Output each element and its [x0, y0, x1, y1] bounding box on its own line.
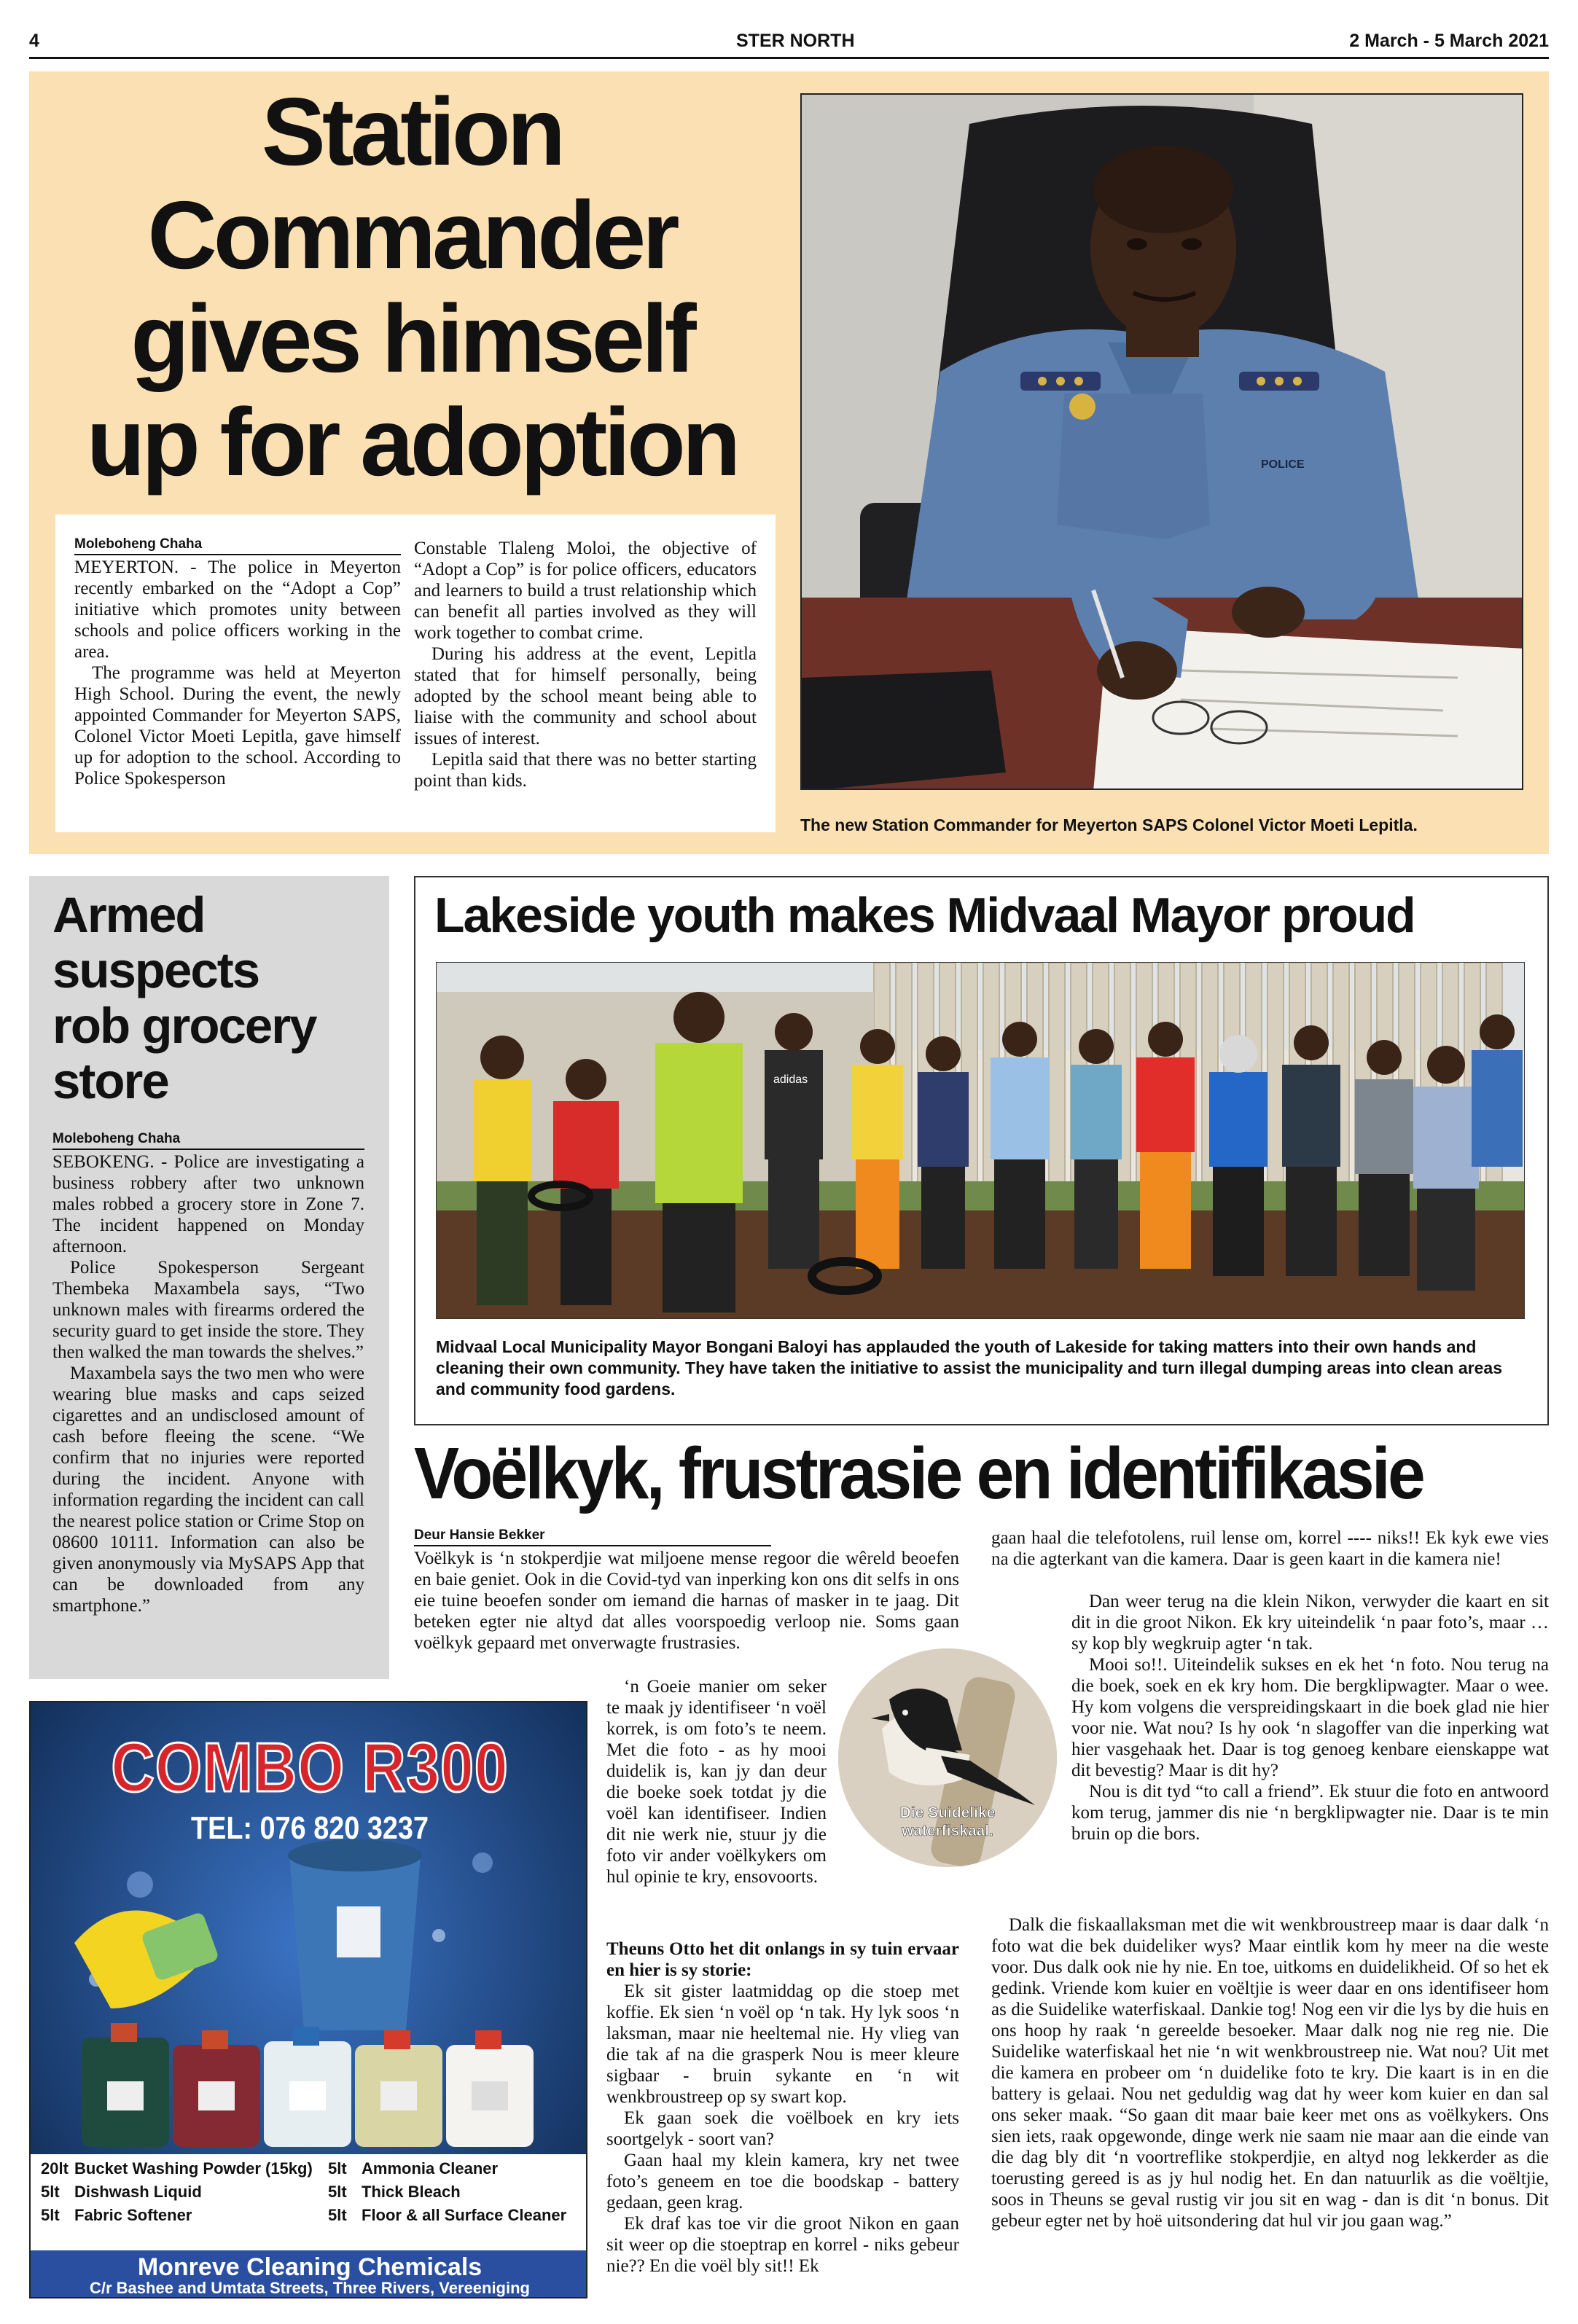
lakeside-youth-photo	[436, 962, 1525, 1319]
voelkyk-column-2-wrap: Dan weer terug na die klein Nikon, verwyder die kaart en sit dit in die groot Nikon. Ek kry uiteindelik ‘n paar foto’s, maar … sy kop bly wegkruip agter ‘n tak. Mooi so!!. Uiteindelik sukses en ek het ‘n foto. Nou terug na die boek, soek en ek kry hom. Die bergklipwagter. Maar o wee. Hy kom volgens die verspreidingskaart in die boek glad nie hier voor nie. Wat nou? Is hy ook ‘n slagoffer van die inperking wat hier vasgehaak het. Daar is tog genoeg kenbare eienskappe wat dit bevestig? Maar is dit hy? Nou is dit tyd “to call a friend”. Ek stuur die foto en antwoord kom terug, jammer dis nie ‘n bergklipwagter nie. Daar is te min bruin op die bors.	[1071, 1592, 1549, 1844]
lead-paragraph: During his address at the event, Lepitla stated that for himself personally, being adopted by the school meant being able to liaise with the community and school about issues of interest.	[414, 644, 757, 748]
svg-text:POLICE: POLICE	[1261, 458, 1305, 471]
issue-date: 2 March - 5 March 2021	[1349, 31, 1549, 51]
bird-photo	[838, 1648, 1057, 1867]
advert-item: 5lt Floor & all Surface Cleaner	[328, 2206, 567, 2224]
advert-item: 5lt Dishwash Liquid	[41, 2183, 202, 2201]
fiscal-bird-illustration	[838, 1648, 1057, 1867]
voelkyk-column-2: Dalk die fiskaallaksman met die wit wenkbroustreep maar is daar dalk ‘n foto wat die bek duideliker wys? Maar eintlik kom hy meer na die weste voor. Dus dalk ook nie hy nie. En toe, uitkoms en duidelikheid. Of so het ek gedink. Vriende kom kuier en voëltjie is weer daar en ons identifiseer hom as die Suidelike waterfiskaal. Dankie tog! Nog een vir die lys by die huis en ons hoop hy raak ‘n gereelde besoeker. Maar dalk nog nie reg nie. Die Suidelike waterfiskaal het nie ‘n wit wenkbroustreep nie. Wat nou? Uit met die kamera en probeer om ‘n duidelike foto te kry. Die kaart is in en die battery is gelaai. Nou net geduldig wag dat hy weer kom kuier en dan sal ons seker maak. “So gaan dit maar baie keer met ons as voëlkykers. Ons sien iets, raak opgewonde, dinge werk nie saam nie maar aan die einde van die dag bly dit ‘n voortreflike stokperdjie, en altyd nog lekkerder as die toerusting gereed is as jy hul nodig het. En dan natuurlik as die voëltjie, soos in Theuns se geval rustig vir jou sit en wag - dan is dit ‘n bonus. Dit gebeur egter net by hoë uitsondering dat hul vir jou gaan wag.”	[991, 1915, 1549, 2231]
lead-paragraph: MEYERTON. - The police in Meyerton recently embarked on the “Adopt a Cop” initiative which promotes unity between schools and police officers working in the area.	[74, 557, 401, 662]
combo-advert[interactable]	[29, 1701, 587, 2298]
armed-paragraph: SEBOKENG. - Police are investigating a business robbery after two unknown males robbed a grocery store in Zone 7. The incident happened on Monday afternoon.	[52, 1152, 364, 1256]
station-commander-photo	[800, 93, 1523, 790]
lakeside-caption: Midvaal Local Municipality Mayor Bongani Baloyi has applauded the youth of Lakeside for taking matters into their own hands and cleaning their own community. They have taken the initiative to assist the municipality and turn illegal dumping areas into clean areas and community food gardens.	[436, 1337, 1502, 1398]
armed-paragraph: Police Spokesperson Sergeant Thembeka Maxambela says, “Two unknown males with firearms ordered the security guard to get inside the store. They then walked the man towards the shelves.”	[52, 1258, 364, 1362]
lead-photo-caption: The new Station Commander for Meyerton SAPS Colonel Victor Moeti Lepitla.	[800, 815, 1418, 834]
advert-title: COMBO R300	[111, 1729, 509, 1807]
advert-item: 5lt Ammonia Cleaner	[328, 2159, 499, 2178]
armed-headline: Armed suspects rob grocery store	[52, 887, 316, 1109]
advert-address: C/r Bashee and Umtata Streets, Three Rivers, Vereeniging	[89, 2279, 530, 2297]
voelkyk-column-1	[606, 1938, 959, 2277]
advert-item: 5lt Fabric Softener	[41, 2206, 192, 2224]
advert-phone[interactable]: TEL: 076 820 3237	[190, 1810, 429, 1846]
voelkyk-headline: Voëlkyk, frustrasie en identifikasie	[414, 1433, 1423, 1514]
voelkyk-paragraph: Ek draf kas toe vir die groot Nikon en gaan sit weer op die stoeptrap en korrel - niks gebeur nie?? En die voël bly sit!! Ek	[606, 2214, 959, 2276]
publication-name: STER NORTH	[736, 31, 855, 51]
voelkyk-subhead: Theuns Otto het dit onlangs in sy tuin ervaar en hier is sy storie:	[606, 1939, 959, 1980]
masthead-rule	[29, 57, 1549, 59]
lead-paragraph: Lepitla said that there was no better starting point than kids.	[414, 750, 757, 791]
advert-items-left	[41, 2157, 332, 2227]
voelkyk-intro: Voëlkyk is ‘n stokperdjie wat miljoene mense regoor die wêreld beoefen en baie geniet. Ook in die Covid-tyd van inperking kon ons dit selfs in ons eie tuine beoefen sonder om iemand die harnas of masker in te jaag. Dit beteken egter nie altyd dat alles voorspoedig verloop nie. Soms gaan voëlkyk gepaard met onverwagte frustrasies.	[414, 1549, 959, 1653]
bird-caption-line-2: waterfiskaal.	[901, 1823, 994, 1839]
lakeside-headline: Lakeside youth makes Midvaal Mayor proud	[434, 888, 1415, 943]
advert-item: 20lt Bucket Washing Powder (15kg)	[41, 2159, 313, 2178]
voelkyk-column-2-top: gaan haal die telefotolens, ruil lense om, korrel ---- niks!! Ek kyk ewe vies na die agterkant van die kamera. Daar is geen kaart in die kamera nie!	[991, 1528, 1549, 1569]
bird-caption-line-1: Die Suidelike	[899, 1804, 996, 1821]
svg-text:adidas: adidas	[773, 1073, 808, 1086]
voelkyk-wrapped-paragraph: ‘n Goeie manier om seker te maak jy identifiseer ‘n voël korrek, is om foto’s te neem. Met die foto - as hy mooi duidelik is, kan jy dan deur die boeke soek totdat jy die voël kan identifiseer. Indien dit nie werk nie, stuur jy die foto vir ander voëlkykers om hul opinie te kry, ensovoorts.	[606, 1677, 827, 1887]
page-number: 4	[29, 31, 39, 51]
voelkyk-paragraph: Gaan haal my klein kamera, kry net twee foto’s geneem en toe die boodskap - battery gedaan, geen krag.	[606, 2151, 959, 2213]
advert-item: 5lt Thick Bleach	[328, 2183, 461, 2201]
armed-byline: Moleboheng Chaha	[52, 1131, 364, 1150]
lakeside-youth-illustration	[437, 963, 1525, 1319]
station-commander-illustration	[802, 95, 1523, 790]
lead-paragraph: The programme was held at Meyerton High School. During the event, the newly appointed Commander for Meyerton SAPS, Colonel Victor Moeti Lepitla, gave himself up for adoption to the school. According to Police Spokesperson	[74, 663, 401, 789]
advert-items-right	[328, 2157, 583, 2227]
lead-byline: Moleboheng Chaha	[74, 536, 401, 555]
voelkyk-byline: Deur Hansie Bekker	[414, 1527, 771, 1546]
lead-text-box	[55, 515, 776, 832]
armed-article	[52, 1131, 364, 1616]
lead-column-2	[414, 538, 757, 791]
lead-column-1	[74, 536, 401, 789]
armed-paragraph: Maxambela says the two men who were wearing blue masks and caps seized cigarettes and an undisclosed amount of cash before fleeing the scene. “We confirm that no injuries were reported during the incident. Anyone with information regarding the incident can call the nearest police station or Crime Stop on 08600 10111. Information can also be given anonymously via MySAPS App that can be downloaded from any smartphone.”	[52, 1364, 364, 1616]
lead-paragraph: Constable Tlaleng Moloi, the objective of “Adopt a Cop” is for police officers, educators and learners to build a trust relationship which can benefit all parties involved as they will work together to combat crime.	[414, 539, 757, 643]
voelkyk-paragraph: Ek sit gister laatmiddag op die stoep met koffie. Ek sien ‘n voël op ‘n tak. Hy lyk soos ‘n laksman, maar nie heeltemal nie. Hy vlieg van die tak af na die grasperk Nou is meer kleure sigbaar - bruin sykante en ‘n wit wenkbroustreep op sy swart kop.	[606, 1981, 959, 2107]
advert-company: Monreve Cleaning Chemicals	[137, 2253, 483, 2281]
voelkyk-paragraph: Ek gaan soek die voëlboek en kry iets soortgelyk - soort van?	[606, 2108, 959, 2149]
lead-headline: Station Commander gives himself up for adoption	[86, 78, 738, 496]
